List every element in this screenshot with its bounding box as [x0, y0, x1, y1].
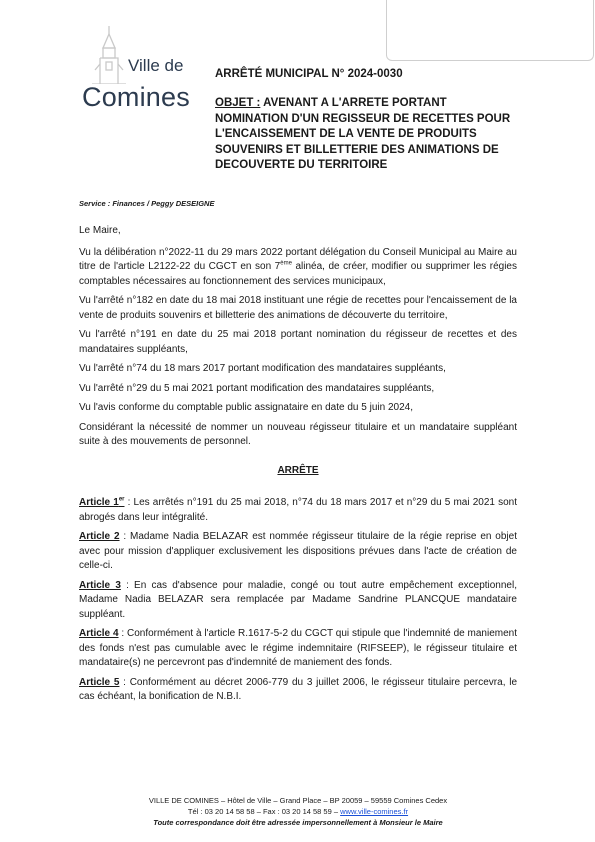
article-2: Article 2 : Madame Nadia BELAZAR est nommée régisseur titulaire de la régie reprise en objet avec pour mission d'appliquer exclusivement les dispositions prévues dans l'acte de création de celle-ci. — [79, 531, 517, 571]
arrete-heading: ARRÊTE — [277, 464, 319, 476]
website-link[interactable]: www.ville-comines.fr — [340, 807, 409, 816]
vu-paragraph-3: Vu l'arrêté n°191 en date du 25 mai 2018 portant nomination du régisseur de recettes et des mandataires suppléants, — [79, 329, 517, 355]
considerant-paragraph: Considérant la nécessité de nommer un nouveau régisseur titulaire et un mandataire suppléant suite à des mouvements de personnel. — [79, 421, 517, 447]
service-line: Service : Finances / Peggy DESEIGNE — [79, 199, 215, 208]
vu-paragraph-4: Vu l'arrêté n°74 du 18 mars 2017 portant modification des mandataires suppléants, — [79, 363, 446, 374]
document-body — [79, 224, 517, 710]
le-maire: Le Maire, — [79, 225, 121, 236]
city-logo — [82, 26, 202, 116]
footer-contact: Tél : 03 20 14 58 58 – Fax : 03 20 14 58 59 – www.ville-comines.fr — [187, 807, 409, 816]
vu-paragraph-1: Vu la délibération n°2022-11 du 29 mars 2022 portant délégation du Conseil Municipal au Maire au titre de l'article L2122-22 du CGCT en son 7ème alinéa, de créer, modifier ou supprimer les régies comptables nécessaires au fonctionnement des services municipaux, — [79, 246, 517, 287]
footer-note: Toute correspondance doit être adressée impersonnellement à Monsieur le Maire — [153, 818, 443, 827]
article-4: Article 4 : Conformément à l'article R.1617-5-2 du CGCT qui stipule que l'indemnité de maniement des fonds n'est pas cumulable avec le régime indemnitaire (RIFSEEP), le régisseur titulaire et mandataire(s) ne percevront pas d'indemnité de maniement des fonds. — [79, 628, 517, 668]
article-5: Article 5 : Conformément au décret 2006-779 du 3 juillet 2006, le régisseur titulaire percevra, le cas échéant, la bonification de N.B.I. — [79, 676, 517, 702]
objet-label: OBJET : — [215, 97, 261, 109]
article-1: Article 1er : Les arrêtés n°191 du 25 mai 2018, n°74 du 18 mars 2017 et n°29 du 5 mai 2021 sont abrogés dans leur intégralité. — [79, 496, 517, 523]
arrete-number: ARRÊTÉ MUNICIPAL N° 2024-0030 — [215, 68, 403, 80]
footer-address: VILLE DE COMINES – Hôtel de Ville – Grand Place – BP 20059 – 59559 Comines Cedex — [148, 796, 448, 805]
logo-ville-de: Ville de — [128, 56, 184, 75]
article-3: Article 3 : En cas d'absence pour maladie, congé ou tout autre empêchement exceptionnel, Madame Nadia BELAZAR sera remplacée par Madame Sandrine PLANCQUE mandataire suppléant. — [79, 579, 517, 620]
page-footer — [79, 795, 517, 828]
objet-block — [215, 96, 515, 174]
vu-paragraph-5: Vu l'arrêté n°29 du 5 mai 2021 portant modification des mandataires suppléants, — [79, 382, 435, 394]
article-label: Article 1er — [79, 496, 125, 508]
vu-paragraph-6: Vu l'avis conforme du comptable public assignataire en date du 5 juin 2024, — [79, 402, 413, 413]
article-label: Article 2 — [79, 531, 120, 542]
article-label: Article 5 — [79, 676, 120, 688]
stamp-box — [386, 0, 594, 61]
article-label: Article 4 — [79, 628, 119, 639]
logo-comines: Comines — [82, 82, 190, 112]
vu-paragraph-2: Vu l'arrêté n°182 en date du 18 mai 2018 instituant une régie de recettes pour l'encaissement de la vente de produits souvenirs et billetterie des animations de découverte du territoire, — [79, 295, 517, 321]
article-label: Article 3 — [79, 579, 121, 591]
objet-text: AVENANT A L'ARRETE PORTANT NOMINATION D'UN REGISSEUR DE RECETTES POUR L'ENCAISSEMENT DE LA VENTE DE PRODUITS SOUVENIRS ET BILLETTERIE DES ANIMATIONS DE DECOUVERTE DU TERRITOIRE — [215, 97, 511, 171]
church-steeple-icon — [92, 26, 126, 84]
